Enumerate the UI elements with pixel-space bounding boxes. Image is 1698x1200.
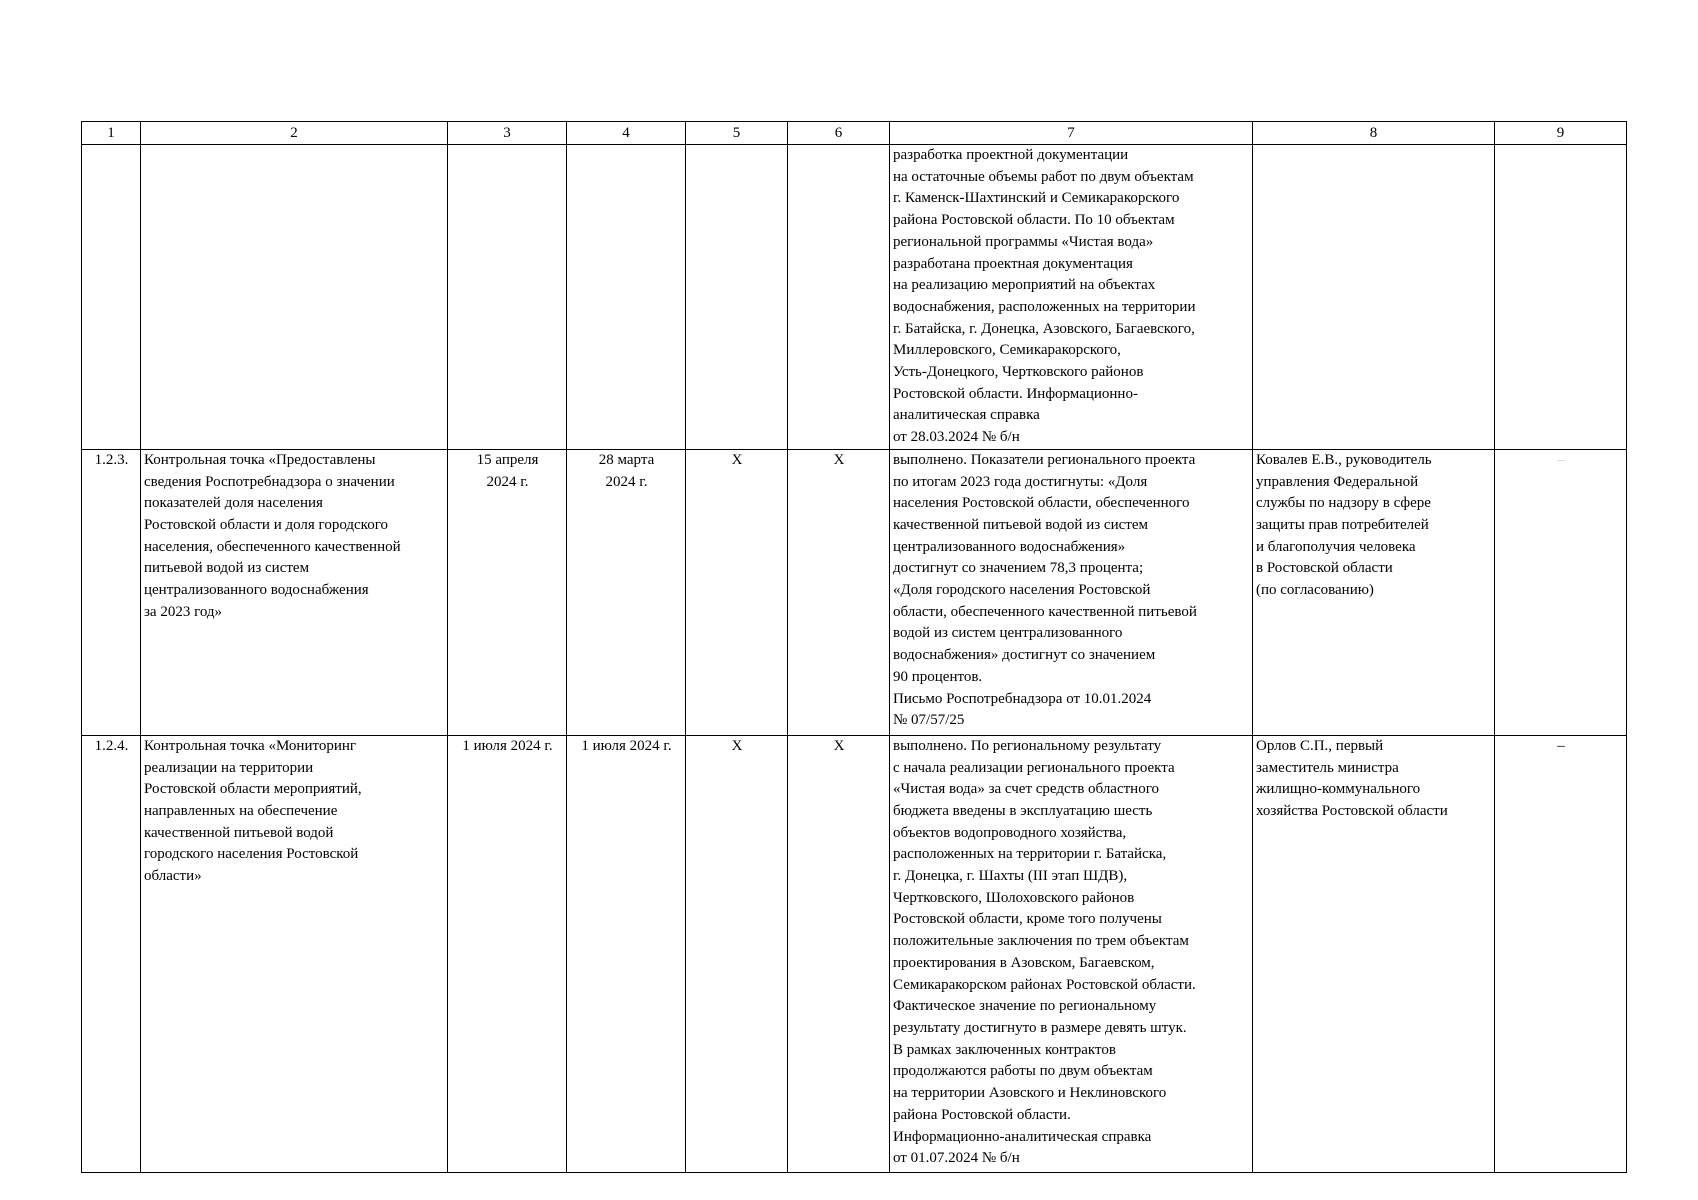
responsible-person: [1253, 145, 1495, 450]
fact-date: 1 июля 2024 г.: [567, 735, 686, 1172]
column-header: 6: [788, 122, 890, 145]
column-header: 8: [1253, 122, 1495, 145]
responsible-person: Орлов С.П., первый заместитель министра жилищно-коммунального хозяйства Ростовской области: [1253, 735, 1495, 1172]
column-header: 5: [686, 122, 788, 145]
result-text: выполнено. Показатели регионального проекта по итогам 2023 года достигнуты: «Доля населения Ростовской области, обеспеченного качественной питьевой водой из систем централизованного водоснабжения» достигнут со значением 78,3 процента; «Доля городского населения Ростовской области, обеспеченного качественной питьевой водой из систем централизованного водоснабжения» достигнут со значением 90 процентов. Письмо Роспотребнадзора от 10.01.2024 № 07/57/25: [890, 449, 1253, 735]
column-header: 3: [448, 122, 567, 145]
fact-date: [567, 145, 686, 450]
responsible-person: Ковалев Е.В., руководитель управления Федеральной службы по надзору в сфере защиты прав потребителей и благополучия человека в Ростовской области (по согласованию): [1253, 449, 1495, 735]
table-row: [82, 449, 1627, 735]
col5-value: [686, 145, 788, 450]
column-header: 2: [141, 122, 448, 145]
note: –: [1495, 449, 1627, 735]
item-number: 1.2.4.: [82, 735, 141, 1172]
column-header: 1: [82, 122, 141, 145]
plan-date: [448, 145, 567, 450]
plan-date: 15 апреля 2024 г.: [448, 449, 567, 735]
item-number: 1.2.3.: [82, 449, 141, 735]
column-header: 7: [890, 122, 1253, 145]
table-row: [82, 735, 1627, 1172]
col6-value: [788, 145, 890, 450]
note: –: [1495, 735, 1627, 1172]
plan-date: 1 июля 2024 г.: [448, 735, 567, 1172]
header-row: [82, 122, 1627, 145]
col5-value: X: [686, 449, 788, 735]
result-text: разработка проектной документации на остаточные объемы работ по двум объектам г. Каменск-Шахтинский и Семикаракорского района Ростовской области. По 10 объектам региональной программы «Чистая вода» разработана проектная документация на реализацию мероприятий на объектах водоснабжения, расположенных на территории г. Батайска, г. Донецка, Азовского, Багаевского, Миллеровского, Семикаракорского, Усть-Донецкого, Чертковского районов Ростовской области. Информационно- аналитическая справка от 28.03.2024 № б/н: [890, 145, 1253, 450]
fact-date: 28 марта 2024 г.: [567, 449, 686, 735]
note: [1495, 145, 1627, 450]
item-name: [141, 145, 448, 450]
report-table: [81, 121, 1627, 1173]
col6-value: X: [788, 449, 890, 735]
item-name: Контрольная точка «Мониторинг реализации на территории Ростовской области мероприятий, направленных на обеспечение качественной питьевой водой городского населения Ростовской области»: [141, 735, 448, 1172]
table-row: [82, 145, 1627, 450]
item-name: Контрольная точка «Предоставлены сведения Роспотребнадзора о значении показателей доля населения Ростовской области и доля городского населения, обеспеченного качественной питьевой водой из систем централизованного водоснабжения за 2023 год»: [141, 449, 448, 735]
column-header: 4: [567, 122, 686, 145]
column-header: 9: [1495, 122, 1627, 145]
result-text: выполнено. По региональному результату с начала реализации регионального проекта «Чистая вода» за счет средств областного бюджета введены в эксплуатацию шесть объектов водопроводного хозяйства, расположенных на территории г. Батайска, г. Донецка, г. Шахты (III этап ШДВ), Чертковского, Шолоховского районов Ростовской области, кроме того получены положительные заключения по трем объектам проектирования в Азовском, Багаевском, Семикаракорском районах Ростовской области. Фактическое значение по региональному результату достигнуто в размере девять штук. В рамках заключенных контрактов продолжаются работы по двум объектам на территории Азовского и Неклиновского района Ростовской области. Информационно-аналитическая справка от 01.07.2024 № б/н: [890, 735, 1253, 1172]
col6-value: X: [788, 735, 890, 1172]
col5-value: X: [686, 735, 788, 1172]
item-number: [82, 145, 141, 450]
